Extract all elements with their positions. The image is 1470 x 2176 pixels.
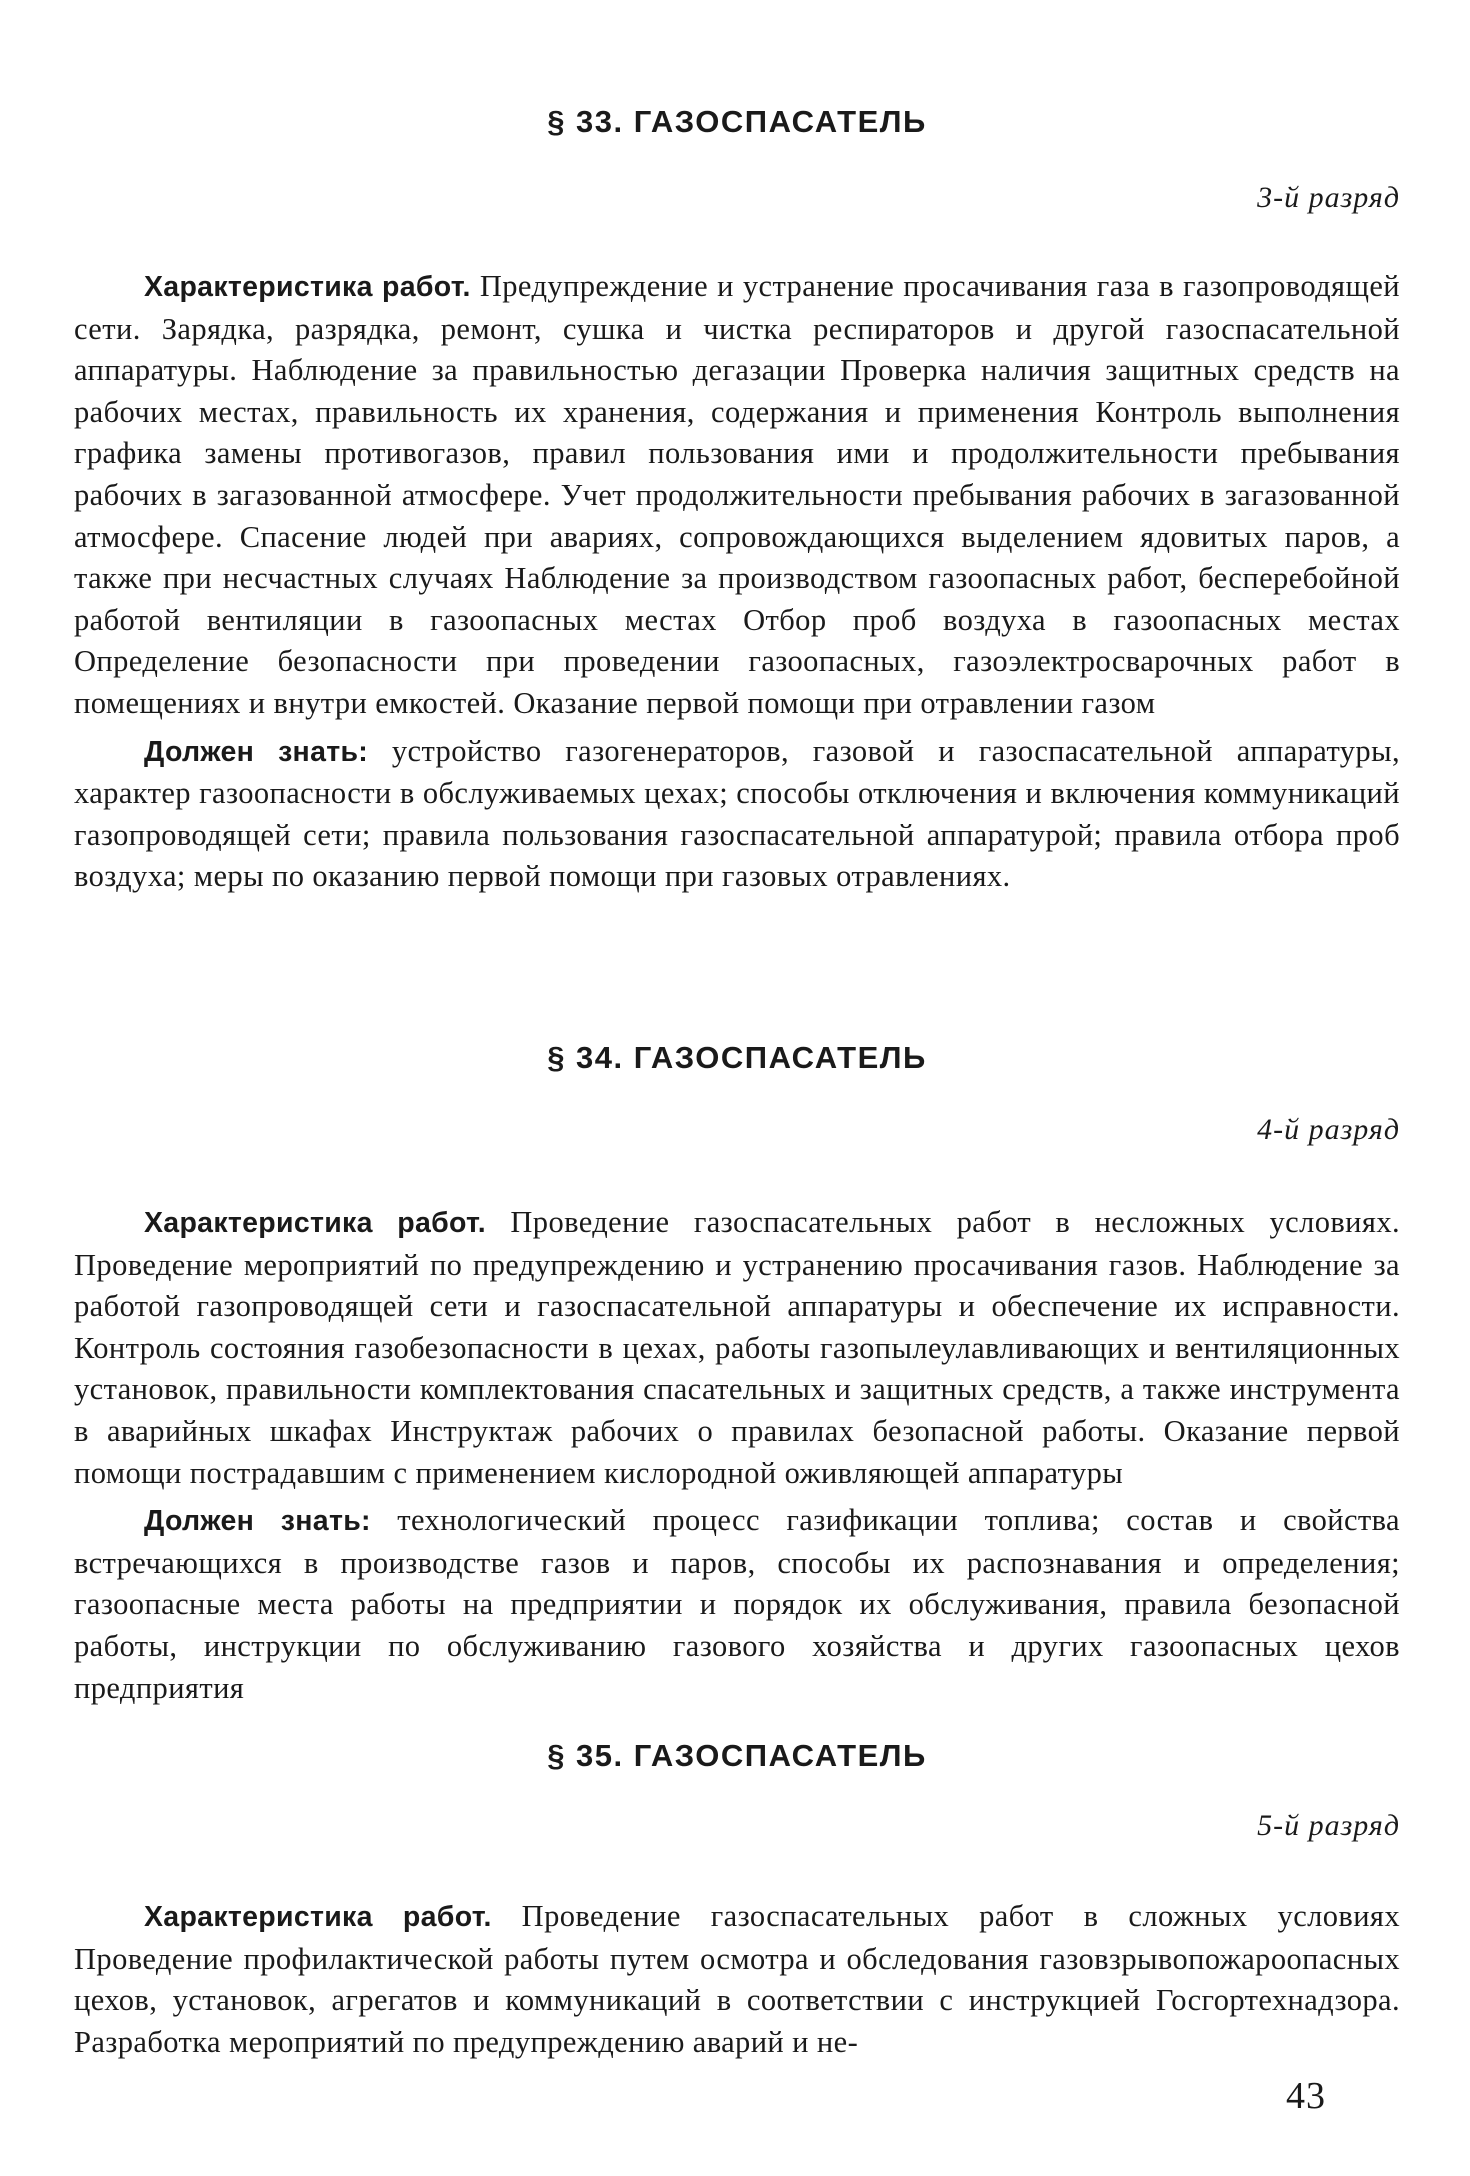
section-heading: § 33. ГАЗОСПАСАТЕЛЬ <box>547 104 927 139</box>
section-heading: § 35. ГАЗОСПАСАТЕЛЬ <box>547 1738 927 1773</box>
work-characteristics-paragraph <box>74 266 1400 725</box>
paragraph-lead: Характеристика работ. <box>144 271 471 303</box>
paragraph-text: Проведение газоспасательных работ в несложных условиях. Проведение мероприятий по предупреждению и устранению просачивания газов. Наблюдение за работой газопроводящей сети и газоспасательной аппаратуры и обеспечение их исправности. Контроль состояния газобезопасности в цехах, работы газопылеулавливающих и вентиляционных установок, правильности комплектования спасательных и защитных средств, а также инструмента в аварийных шкафах Инструктаж рабочих о правилах безопасной работы. Оказание первой помощи пострадавшим с применением кислородной оживляющей аппаратуры <box>74 1205 1400 1490</box>
page-number: 43 <box>1286 2075 1326 2117</box>
grade-label: 4-й разряд <box>1257 1113 1400 1146</box>
work-characteristics-paragraph <box>74 1896 1400 2063</box>
section-33 <box>74 102 1400 898</box>
required-knowledge-paragraph <box>74 731 1400 898</box>
paragraph-lead: Характеристика работ. <box>144 1901 492 1933</box>
grade-label: 3-й разряд <box>1257 181 1400 214</box>
required-knowledge-paragraph <box>74 1500 1400 1709</box>
paragraph-lead: Должен знать: <box>144 1505 371 1538</box>
paragraph-text: устройство газогенераторов, газовой и газоспасательной аппаратуры, характер газоопасности в обслуживаемых цехах; способы отключения и включения коммуникаций газопроводящей сети; правила пользования газоспасательной аппаратурой; правила отбора проб воздуха; меры по оказанию первой помощи при газовых отравлениях. <box>74 733 1400 894</box>
section-34 <box>74 1038 1400 1709</box>
section-heading: § 34. ГАЗОСПАСАТЕЛЬ <box>547 1040 927 1075</box>
paragraph-lead: Должен знать: <box>144 735 369 768</box>
work-characteristics-paragraph <box>74 1202 1400 1494</box>
paragraph-text: технологический процесс газификации топлива; состав и свойства встречающихся в производстве газов и паров, способы их распознавания и определения; газоопасные места работы на предприятии и порядок их обслуживания, правила безопасной работы, инструкции по обслуживанию газового хозяйства и других газоопасных цехов предприятия <box>74 1503 1400 1705</box>
grade-label: 5-й разряд <box>1257 1809 1400 1842</box>
paragraph-text: Предупреждение и устранение просачивания газа в газопроводящей сети. Зарядка, разрядка, ремонт, сушка и чистка респираторов и другой газоспасательной аппаратуры. Наблюдение за правильностью дегазации Проверка наличия защитных средств на рабочих местах, правильность их хранения, содержания и применения Контроль выполнения графика замены противогазов, правил пользования ими и продолжительности пребывания рабочих в загазованной атмосфере. Учет продолжительности пребывания рабочих в загазованной атмосфере. Спасение людей при авариях, сопровождающихся выделением ядовитых паров, а также при несчастных случаях Наблюдение за производством газоопасных работ, бесперебойной работой вентиляции в газоопасных местах Отбор проб воздуха в газоопасных местах Определение безопасности при проведении газоопасных, газоэлектросварочных работ в помещениях и внутри емкостей. Оказание первой помощи при отравлении газом <box>74 269 1400 720</box>
paragraph-text: Проведение газоспасательных работ в сложных условиях Проведение профилактической работы путем осмотра и обследования газовзрывопожароопасных цехов, установок, агрегатов и коммуникаций в соответствии с инструкцией Госгортехнадзора. Разработка мероприятий по предупреждению аварий и не- <box>74 1899 1401 2059</box>
document-page <box>74 0 1400 2176</box>
section-35 <box>74 1736 1400 2063</box>
paragraph-lead: Характеристика работ. <box>144 1207 487 1239</box>
